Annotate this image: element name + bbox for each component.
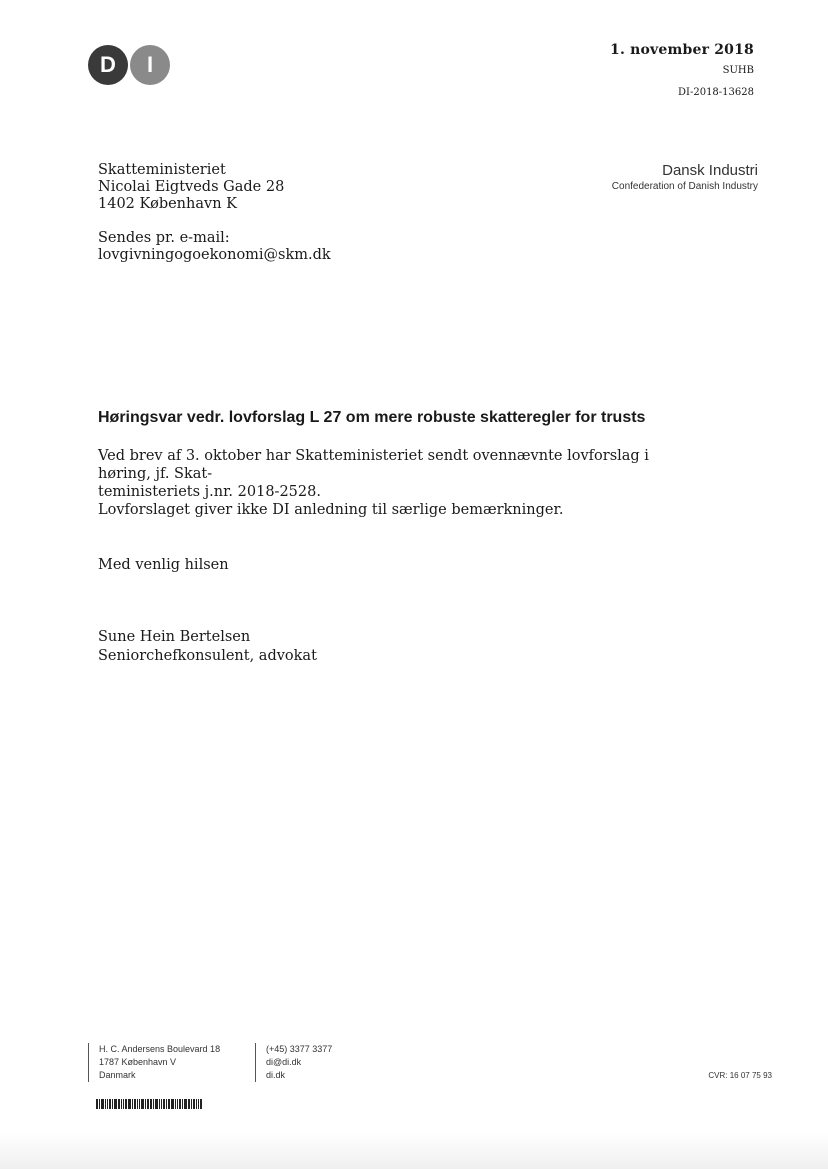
footer-line: 1787 København V	[99, 1057, 177, 1067]
logo-circle-d: D	[88, 45, 128, 85]
closing-phrase: Med venlig hilsen	[98, 557, 229, 573]
sender-org: Dansk Industri	[662, 162, 758, 179]
paragraph-1-line: Ved brev af 3. oktober har Skatteministeriet sendt ovennævnte lovforslag i høring, jf. Skat-	[98, 448, 649, 482]
barcode-bar	[182, 1099, 183, 1109]
email-delivery	[98, 230, 331, 264]
footer-email: di@di.dk	[266, 1057, 302, 1067]
email-address: lovgivningogoekonomi@skm.dk	[98, 247, 331, 263]
barcode-bar	[193, 1099, 195, 1109]
footer-address	[88, 1043, 220, 1082]
barcode-bar	[101, 1099, 104, 1109]
scan-edge-shade	[0, 1133, 828, 1169]
barcode-bar	[96, 1099, 98, 1109]
barcode-bar	[196, 1099, 197, 1109]
barcode-bar	[137, 1099, 138, 1109]
barcode-bar	[200, 1099, 202, 1109]
barcode-bar	[198, 1099, 199, 1109]
barcode-bar	[125, 1099, 127, 1109]
barcode-bar	[159, 1099, 160, 1109]
barcode-bar	[121, 1099, 122, 1109]
barcode-bar	[177, 1099, 178, 1109]
barcode-bar	[132, 1099, 133, 1109]
footer-line: H. C. Andersens Boulevard 18	[99, 1044, 221, 1054]
barcode-bar	[145, 1099, 146, 1109]
barcode-bar	[166, 1099, 167, 1109]
barcode-bar	[188, 1099, 190, 1109]
letter-date: 1. november 2018	[610, 42, 754, 58]
paragraph-2: Lovforslaget giver ikke DI anledning til særlige bemærkninger.	[98, 502, 564, 518]
barcode-bar	[184, 1099, 187, 1109]
sender-subtitle: Confederation of Danish Industry	[611, 181, 758, 192]
barcode-bar	[163, 1099, 165, 1109]
barcode-bar	[191, 1099, 192, 1109]
footer-line: Danmark	[99, 1070, 136, 1080]
barcode-bar	[134, 1099, 136, 1109]
paragraph-1	[98, 447, 678, 501]
footer-contact	[255, 1043, 332, 1082]
sender-block	[612, 162, 758, 192]
barcode-bar	[118, 1099, 120, 1109]
email-label: Sendes pr. e-mail:	[98, 230, 230, 246]
footer-phone: (+45) 3377 3377	[266, 1044, 333, 1054]
signer-name: Sune Hein Bertelsen	[98, 629, 251, 645]
signature-block	[98, 628, 317, 666]
barcode-bar	[155, 1099, 158, 1109]
footer-website: di.dk	[266, 1070, 286, 1080]
barcode-bar	[168, 1099, 170, 1109]
recipient-line: Skatteministeriet	[98, 162, 226, 178]
letter-meta	[610, 42, 754, 98]
letter-heading: Høringsvar vedr. lovforslag L 27 om mere robuste skatteregler for trusts	[98, 409, 646, 426]
barcode-bar	[109, 1099, 111, 1109]
recipient-address	[98, 162, 284, 213]
barcode-bar	[153, 1099, 154, 1109]
barcode-bar	[128, 1099, 131, 1109]
barcode	[96, 1099, 222, 1109]
case-reference: DI-2018-13628	[678, 87, 754, 98]
signer-title: Seniorchefkonsulent, advokat	[98, 648, 317, 664]
barcode-bar	[171, 1099, 174, 1109]
recipient-line: Nicolai Eigtveds Gade 28	[98, 179, 285, 195]
footer-cvr: CVR: 16 07 75 93	[708, 1071, 772, 1080]
recipient-line: 1402 København K	[98, 196, 237, 212]
barcode-bar	[105, 1099, 106, 1109]
di-logo	[88, 45, 170, 85]
barcode-bar	[175, 1099, 176, 1109]
barcode-bar	[141, 1099, 144, 1109]
logo-circle-i: I	[130, 45, 170, 85]
author-initials: SUHB	[722, 65, 754, 76]
barcode-bar	[150, 1099, 152, 1109]
barcode-bar	[114, 1099, 117, 1109]
barcode-bar	[139, 1099, 140, 1109]
barcode-bar	[99, 1099, 100, 1109]
barcode-bar	[112, 1099, 113, 1109]
barcode-bar	[161, 1099, 162, 1109]
barcode-bar	[123, 1099, 124, 1109]
barcode-bar	[179, 1099, 181, 1109]
barcode-bar	[107, 1099, 108, 1109]
barcode-bar	[147, 1099, 149, 1109]
paragraph-1-line: teministeriets j.nr. 2018-2528.	[98, 484, 321, 500]
